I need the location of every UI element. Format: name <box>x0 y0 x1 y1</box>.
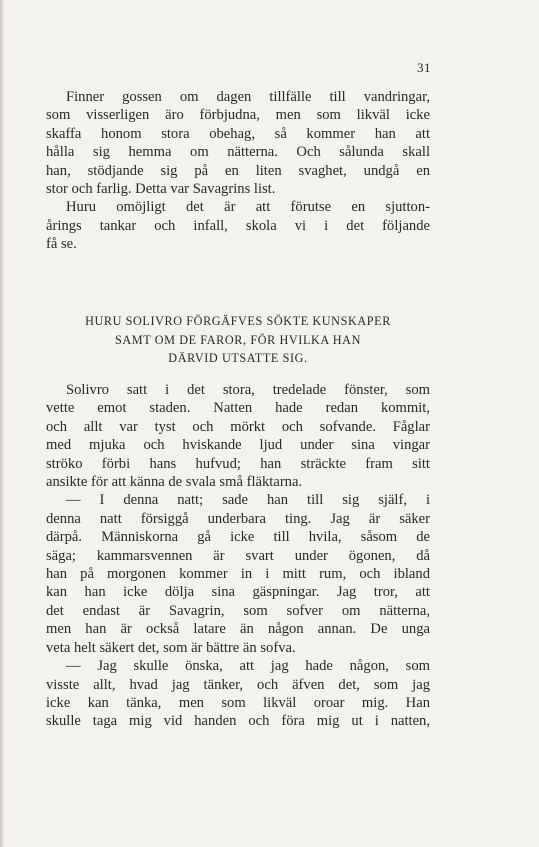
text-line: och allt var tyst och mörkt och sofvande. Fåglar <box>46 418 430 435</box>
text-line: som visserligen äro förbjudna, men som likväl icke <box>46 107 430 124</box>
text-line: Finner gossen om dagen tillfälle till vandringar, <box>66 89 430 105</box>
text-line: stor och farlig. Detta var Savagrins list. <box>46 181 276 198</box>
text-line: veta helt säkert det, som är bättre än sofva. <box>46 639 296 656</box>
paragraph-2 <box>46 381 430 731</box>
text-line: med mjuka och hviskande ljud under sina vingar <box>46 437 430 454</box>
text-line: — Jag skulle önska, att jag hade någon, som <box>66 658 430 675</box>
chapter-heading <box>46 312 430 368</box>
paragraph-1 <box>46 88 430 254</box>
page-number: 31 <box>417 60 431 75</box>
text-line: vette emot staden. Natten hade redan kommit, <box>46 400 430 417</box>
text-line: därpå. Människorna gå icke till hvila, såsom de <box>46 529 430 546</box>
text-line: han på morgonen kommer in i mitt rum, och ibland <box>46 566 430 583</box>
text-line: men han är också latare än någon annan. De unga <box>46 621 430 638</box>
text-line: få se. <box>46 236 77 253</box>
text-line: han, stödjande sig på en liten svaghet, undgå en <box>46 162 430 179</box>
text-line: icke kan tänka, men som likväl oroar mig. Han <box>46 694 430 711</box>
text-line: Solivro satt i det stora, tredelade fönster, som <box>66 382 430 398</box>
text-line: det endast är Savagrin, som sofver om nätterna, <box>46 602 430 619</box>
text-line: säga; kammarsvennen är svart under ögonen, då <box>46 547 430 564</box>
text-line: denna natt försiggå underbara ting. Jag är säker <box>46 510 430 527</box>
page-binding-edge <box>0 0 5 847</box>
text-line: Huru omöjligt det är att förutse en sjutton- <box>66 199 430 216</box>
heading-line: SAMT OM DE FAROR, FÖR HVILKA HAN <box>115 332 361 347</box>
text-line: ströko förbi hans hufvud; han sträckte fram sitt <box>46 455 430 472</box>
text-line: skaffa honom stora obehag, så kommer han att <box>46 125 430 142</box>
text-line: ansikte för att känna de svala små fläktarna. <box>46 474 303 491</box>
heading-line: HURU SOLIVRO FÖRGÄFVES SÖKTE KUNSKAPER <box>85 314 391 328</box>
text-line: kan han icke dölja sina gäspningar. Jag tror, att <box>46 584 430 601</box>
text-line: skulle taga mig vid handen och föra mig ut i natten, <box>46 713 430 730</box>
text-line: årings tankar och infall, skola vi i det följande <box>46 217 430 234</box>
text-line: visste allt, hvad jag tänker, och äfven det, som jag <box>46 676 430 693</box>
text-line: hålla sig hemma om nätterna. Och sålunda skall <box>46 144 430 161</box>
heading-line: DÄRVID UTSATTE SIG. <box>168 351 308 365</box>
text-line: — I denna natt; sade han till sig själf, i <box>66 492 430 509</box>
